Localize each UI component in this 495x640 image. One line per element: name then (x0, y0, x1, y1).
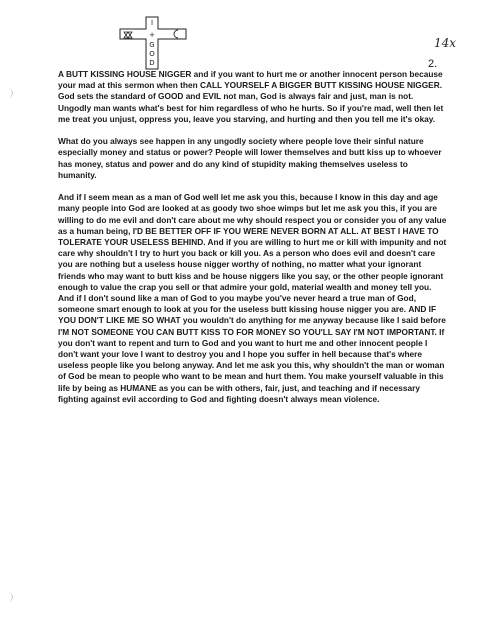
paragraph-text: A BUTT KISSING HOUSE NIGGER and if you want to hurt me or another innocent person because your mad at this sermon when then (58, 69, 443, 91)
cross-letter: D (149, 59, 155, 67)
emphasized-text: AND IF YOU DON'T LIKE ME SO WHAT (58, 304, 437, 326)
punch-hole-top (0, 88, 13, 98)
page-number: 2. (428, 58, 438, 70)
paragraph (58, 69, 448, 125)
paragraph-text: And if I seem mean as a man of God well let me ask you this, because I know in this day and age many people into God are looked at as goody two shoe wimps but let me ask you this, if you are willing to do me evil and don't care about me why should respect you or consider you of any value as a human being, (58, 192, 447, 236)
paragraph-text: . And if you are willing to hurt me or kill with impunity and not care why shouldn't I try to hurt you back or kill you. As a person who does evil and doesn't care you are nothing but a useless house nigger worthy of nothing, no matter what your ignorant friends who may want to butt kiss and be house niggers like you say, or the other people ignorant enough to value the crap you sell or that admire your gold, material wealth and money tell you. And if I don't sound like a man of God to you maybe you've never heard a true man of God, someone smart enough to look at you for the useless butt kissing house nigger you are. (58, 237, 447, 315)
paragraph-text: you wouldn't do anything for me anyway because like I said before (180, 315, 446, 326)
cross-letter: G (149, 41, 155, 49)
paragraph (58, 136, 448, 181)
cross-letter: + (149, 31, 155, 39)
paragraph-text: What do you always see happen in any ungodly society where people love their sinful nature especially money and status or power? People will lower themselves and butt kiss up to whoever has money, status and power and do any kind of stupidity making themselves useless to humanity. (58, 136, 442, 180)
cross-icon (118, 15, 190, 71)
cross-drawing (118, 15, 190, 71)
emphasized-text: I'M NOT SOMEONE YOU CAN BUTT KISS TO FOR MONEY SO YOU'LL SAY I'M NOT IMPORTANT. (58, 326, 437, 337)
emphasized-text: I'D BE BETTER OFF IF YOU WERE NEVER BORN AT ALL. AT BEST I HAVE TO TOLERATE YOUR USELESS BEHIND (58, 225, 439, 248)
paragraph (58, 192, 448, 405)
paragraph-text: as you can be with others, fair, just, and teaching and if necessary fighting against evil according to God and fighting doesn't always mean violence. (58, 382, 420, 404)
paragraph-text: If you don't want to repent and turn to God and you want to hurt me and other innocent people I don't want your love I want to destroy you and I hope you suffer in hell because that's where useless people like you belong anyway. And let me ask you this, why shouldn't the man or woman of God be mean to people who want to be mean and hurt them. You make yourself valuable in this life by being as (58, 326, 445, 393)
handwritten-note: 14x (434, 36, 457, 50)
emphasized-text: CALL YOURSELF A BIGGER BUTT KISSING HOUSE NIGGER. (200, 80, 443, 91)
cross-letter: O (149, 50, 155, 58)
punch-hole-bottom (0, 592, 13, 602)
emphasized-text: HUMANE (120, 382, 157, 393)
cross-letter: I (150, 19, 154, 27)
sermon-text (58, 69, 448, 416)
paragraph-text: God sets the standard of GOOD and EVIL not man, God is always fair and just, man is not. Ungodly man wants what's best for him regardless of who he hurts. So if you're mad, well then let me treat you unjust, oppress you, leave you starving, and hurting and then you tell me it's okay. (58, 91, 444, 124)
